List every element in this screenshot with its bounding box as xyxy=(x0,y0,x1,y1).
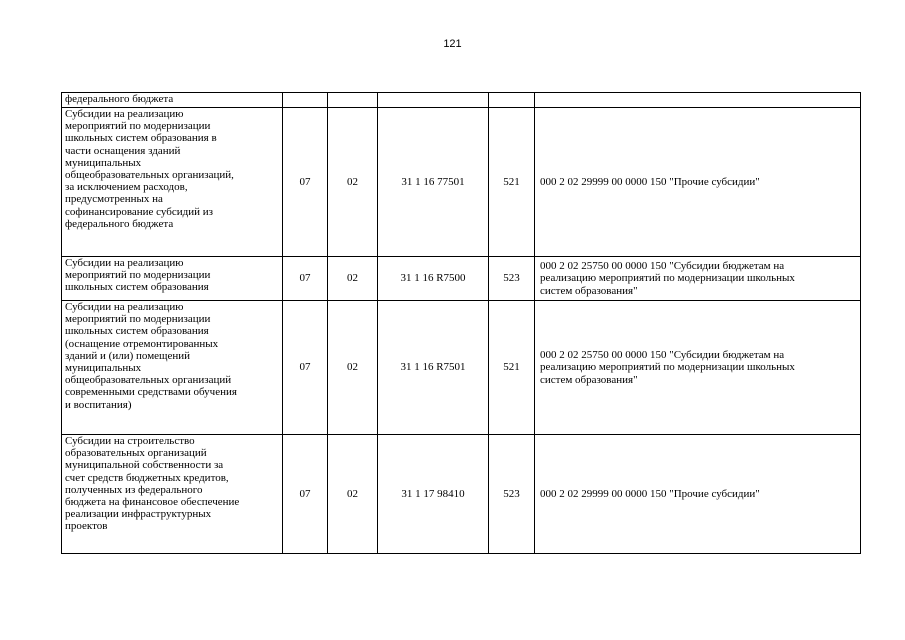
table-row xyxy=(62,93,861,108)
table-cell-section: 07 xyxy=(283,257,328,301)
table-cell-subsection: 02 xyxy=(328,435,378,554)
table-cell-name: Субсидии на реализацию мероприятий по модернизации школьных систем образования (оснащение отремонтированных зданий и (или) помещений муниципальных общеобразовательных организаций современными средствами обучения и воспитания) xyxy=(62,301,283,435)
table-cell-subsection: 02 xyxy=(328,257,378,301)
table-cell-name: Субсидии на строительство образовательных организаций муниципальной собственности за счет средств бюджетных кредитов, полученных из федерального бюджета на финансовое обеспечение реализации инфраструктурных проектов xyxy=(62,435,283,554)
table-row xyxy=(62,435,861,554)
page-number: 121 xyxy=(443,38,462,50)
table-cell-expense-type: 521 xyxy=(489,301,535,435)
table-cell-revenue-code: 000 2 02 29999 00 0000 150 "Прочие субсидии" xyxy=(535,108,861,257)
table-cell-name: Субсидии на реализацию мероприятий по модернизации школьных систем образования xyxy=(62,257,283,301)
table-cell-subsection xyxy=(328,93,378,108)
table-cell-subsection: 02 xyxy=(328,108,378,257)
table-cell-name: Субсидии на реализацию мероприятий по модернизации школьных систем образования в части оснащения зданий муниципальных общеобразовательных организаций, за исключением расходов, предусмотренных на софинансирование субсидий из федерального бюджета xyxy=(62,108,283,257)
table-cell-subsection: 02 xyxy=(328,301,378,435)
table-cell-expense-type: 523 xyxy=(489,257,535,301)
table-cell-section: 07 xyxy=(283,301,328,435)
table-cell-name: федерального бюджета xyxy=(62,93,283,108)
table-cell-target-article: 31 1 16 77501 xyxy=(378,108,489,257)
table-cell-section: 07 xyxy=(283,435,328,554)
table-cell-target-article: 31 1 16 R7501 xyxy=(378,301,489,435)
table-cell-revenue-code: 000 2 02 25750 00 0000 150 "Субсидии бюджетам на реализацию мероприятий по модернизации школьных систем образования" xyxy=(535,301,861,435)
table-row xyxy=(62,108,861,257)
table-cell-revenue-code xyxy=(535,93,861,108)
table-cell-target-article: 31 1 17 98410 xyxy=(378,435,489,554)
table-cell-section xyxy=(283,93,328,108)
table-row xyxy=(62,301,861,435)
table-cell-section: 07 xyxy=(283,108,328,257)
table-cell-expense-type xyxy=(489,93,535,108)
table-cell-revenue-code: 000 2 02 29999 00 0000 150 "Прочие субсидии" xyxy=(535,435,861,554)
table-cell-target-article xyxy=(378,93,489,108)
table-cell-expense-type: 521 xyxy=(489,108,535,257)
table-row xyxy=(62,257,861,301)
budget-table xyxy=(61,92,861,554)
table-cell-revenue-code: 000 2 02 25750 00 0000 150 "Субсидии бюджетам на реализацию мероприятий по модернизации школьных систем образования" xyxy=(535,257,861,301)
table-cell-expense-type: 523 xyxy=(489,435,535,554)
table-cell-target-article: 31 1 16 R7500 xyxy=(378,257,489,301)
